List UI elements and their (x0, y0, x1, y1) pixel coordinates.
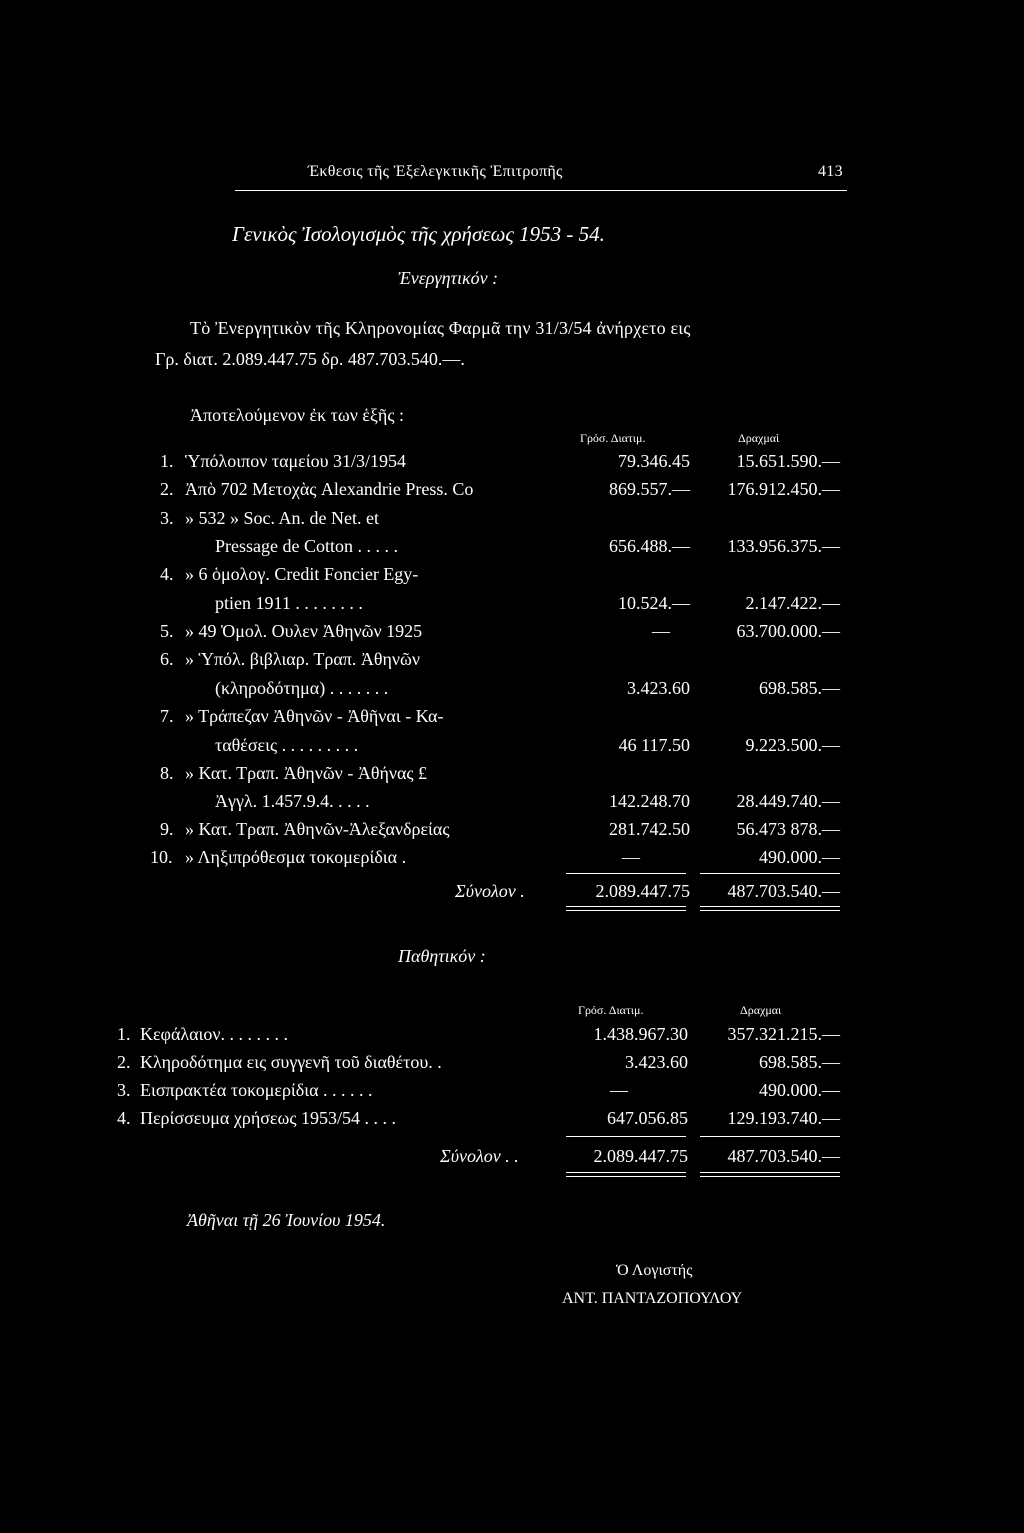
date-place: Ἀθῆναι τῇ 26 Ἰουνίου 1954. (187, 1210, 386, 1230)
double-underline (566, 910, 686, 911)
asset-text: » 49 Ὁμολ. Ουλεν Ἀθηνῶν 1925 (185, 621, 423, 641)
assets-total-label: Σύνολον . (455, 881, 525, 901)
liability-num: 4. (117, 1108, 131, 1128)
double-underline (700, 1176, 840, 1177)
asset-num: 10. (150, 847, 173, 867)
liability-dr: 698.585.— (759, 1052, 840, 1072)
asset-dr: 2.147.422.— (745, 593, 840, 613)
asset-num: 1. (160, 451, 174, 471)
asset-gold: 281.742.50 (609, 819, 690, 839)
liability-num: 1. (117, 1024, 131, 1044)
liability-gold: 3.423.60 (625, 1052, 688, 1072)
liabilities-col-gold: Γρόσ. Διατιμ. (578, 1003, 644, 1017)
asset-num: 7. (160, 706, 174, 726)
asset-dr: 176.912.450.— (727, 479, 840, 499)
asset-text: Ὑπόλοιπον ταμείου 31/3/1954 (185, 451, 406, 471)
assets-total-gold: 2.089.447.75 (595, 881, 690, 901)
accountant-title: Ὁ Λογιστής (616, 1262, 693, 1279)
liability-dr: 129.193.740.— (727, 1108, 840, 1128)
running-title: Έκθεσις τῆς Ἐξελεγκτικῆς Ἐπιτροπῆς (308, 163, 563, 180)
asset-text: » Κατ. Τραπ. Ἀθηνῶν - Ἀθήνας £ (185, 763, 428, 783)
asset-text: » Ληξιπρόθεσμα τοκομερίδια . (185, 847, 407, 867)
asset-text: Ἀπὸ 702 Μετοχὰς Alexandrie Press. Co (185, 479, 474, 499)
liability-num: 3. (117, 1080, 131, 1100)
asset-dr: 15.651.590.— (736, 451, 840, 471)
liabilities-total-gold: 2.089.447.75 (593, 1146, 688, 1166)
asset-text-cont: ptien 1911 . . . . . . . . (215, 593, 363, 613)
liability-text: Κεφάλαιον. . . . . . . . (140, 1024, 289, 1044)
asset-dr: 63.700.000.— (736, 621, 840, 641)
assets-col-gold: Γρόσ. Διατιμ. (580, 431, 646, 445)
asset-gold: 142.248.70 (609, 791, 690, 811)
asset-dr: 133.956.375.— (727, 536, 840, 556)
asset-text-cont: (κληροδότημα) . . . . . . . (215, 678, 389, 698)
asset-text: » Κατ. Τραπ. Ἀθηνῶν-Ἀλεξανδρείας (185, 819, 450, 839)
asset-text: » 6 ὁμολογ. Credit Foncier Egy- (185, 564, 419, 584)
asset-gold: 10.524.— (618, 593, 690, 613)
asset-gold: — (652, 621, 670, 641)
liability-gold: 1.438.967.30 (593, 1024, 688, 1044)
asset-text: » Τράπεζαν Ἀθηνῶν - Ἀθῆναι - Κα- (185, 706, 444, 726)
liabilities-heading: Παθητικόν : (398, 946, 486, 966)
asset-num: 9. (160, 819, 174, 839)
liability-text: Εισπρακτέα τοκομερίδια . . . . . . (140, 1080, 373, 1100)
assets-consists: Ἀποτελούμενον ἐκ των ἑξῆς : (190, 405, 404, 425)
header-rule (235, 190, 847, 191)
asset-dr: 28.449.740.— (736, 791, 840, 811)
asset-num: 2. (160, 479, 174, 499)
total-rule (566, 873, 686, 874)
page-number: 413 (818, 163, 843, 180)
double-underline (700, 910, 840, 911)
asset-dr: 9.223.500.— (745, 735, 840, 755)
liability-text: Περίσσευμα χρήσεως 1953/54 . . . . (140, 1108, 396, 1128)
asset-text: » 532 » Soc. An. de Net. et (185, 508, 379, 528)
assets-intro-line1: Τὸ Ἐνεργητικὸν τῆς Κληρονομίας Φαρμᾶ την 31/3/54 ἀνήρχετο εις (190, 318, 691, 338)
asset-num: 4. (160, 564, 174, 584)
total-rule (700, 1136, 840, 1137)
double-underline (566, 1176, 686, 1177)
liability-gold: 647.056.85 (607, 1108, 688, 1128)
document-title: Γενικὸς Ἰσολογισμὸς τῆς χρήσεως 1953 - 54. (232, 222, 605, 246)
asset-text-cont: ταθέσεις . . . . . . . . . (215, 735, 359, 755)
accountant-name: ΑΝΤ. ΠΑΝΤΑΖΟΠΟΥΛΟΥ (562, 1290, 743, 1307)
liabilities-col-drachmas: Δραχμαι (740, 1003, 782, 1017)
asset-gold: 3.423.60 (627, 678, 690, 698)
asset-gold: 869.557.— (609, 479, 690, 499)
asset-dr: 698.585.— (759, 678, 840, 698)
assets-intro-line2: Γρ. διατ. 2.089.447.75 δρ. 487.703.540.—. (155, 349, 465, 369)
asset-text: » Ὑπόλ. βιβλιαρ. Τραπ. Ἀθηνῶν (185, 649, 421, 669)
asset-gold: 46 117.50 (618, 735, 690, 755)
liability-text: Κληροδότημα εις συγγενῆ τοῦ διαθέτου. . (140, 1052, 442, 1072)
double-underline (700, 1172, 840, 1173)
double-underline (566, 906, 686, 907)
liability-dr: 357.321.215.— (727, 1024, 840, 1044)
asset-text-cont: Ἀγγλ. 1.457.9.4. . . . . (215, 791, 370, 811)
asset-gold: 79.346.45 (618, 451, 690, 471)
asset-num: 8. (160, 763, 174, 783)
assets-heading: Ἐνεργητικόν : (398, 268, 499, 288)
asset-dr: 490.000.— (759, 847, 840, 867)
liabilities-total-dr: 487.703.540.— (727, 1146, 840, 1166)
liability-num: 2. (117, 1052, 131, 1072)
asset-text-cont: Pressage de Cotton . . . . . (215, 536, 398, 556)
liabilities-total-label: Σύνολον . . (440, 1146, 519, 1166)
double-underline (566, 1172, 686, 1173)
asset-gold: 656.488.— (609, 536, 690, 556)
asset-num: 3. (160, 508, 174, 528)
liability-dr: 490.000.— (759, 1080, 840, 1100)
double-underline (700, 906, 840, 907)
asset-num: 6. (160, 649, 174, 669)
assets-total-dr: 487.703.540.— (727, 881, 840, 901)
asset-gold: — (622, 847, 640, 867)
assets-col-drachmas: Δραχμαὶ (738, 431, 780, 445)
liability-gold: — (610, 1080, 628, 1100)
asset-dr: 56.473 878.— (736, 819, 840, 839)
total-rule (700, 873, 840, 874)
asset-num: 5. (160, 621, 174, 641)
total-rule (566, 1136, 686, 1137)
